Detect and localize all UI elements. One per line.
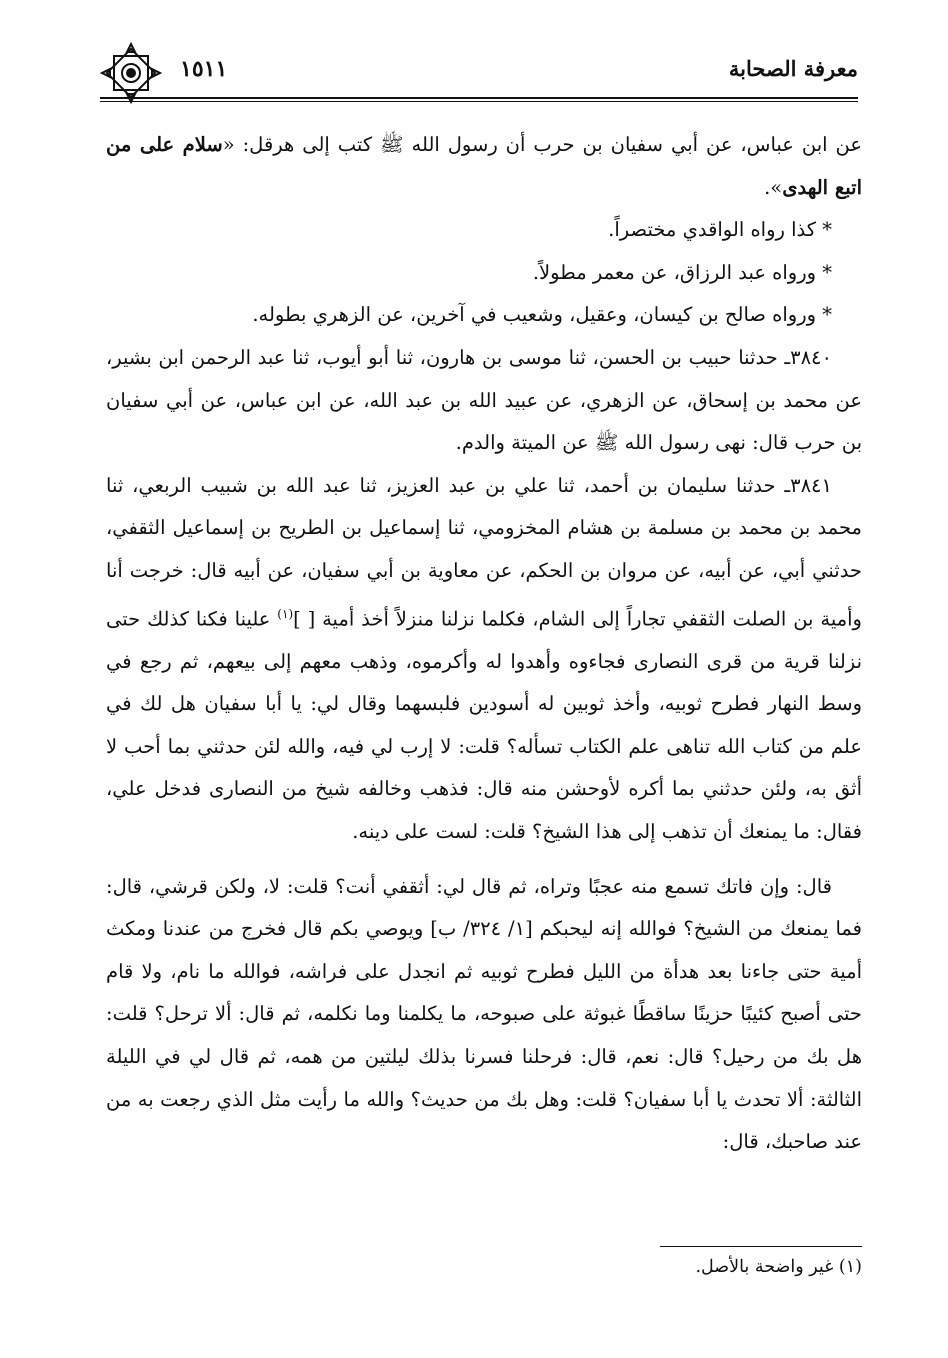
page-header	[100, 50, 858, 96]
running-title: معرفة الصحابة	[728, 56, 858, 81]
paragraph: قال: وإن فاتك تسمع منه عجبًا وتراه، ثم قال لي: أثقفي أنت؟ قلت: لا، ولكن قرشي، قال: فما يمنعك من الشيخ؟ فوالله إنه ليحبكم [١/ ٣٢٤/ ب] ويوصي بكم قال فخرج من عندنا ومكث أمية حتى جاءنا بعد هدأة من الليل فطرح ثوبيه ثم انجدل على فراشه، فوالله ما نام، ولا قام حتى أصبح كئيبًا حزينًا ساقطًا غبوثة على صبوحه، ما يكلمنا وما نكلمه، ثم قال: ألا ترحل؟ قلت: هل بك من رحيل؟ قال: نعم، قال: فرحلنا فسرنا بذلك ليلتين من همه، ثم قال لي في الليلة الثالثة: ألا تحدث يا أبا سفيان؟ قلت: وهل بك من حديث؟ والله ما رأيت مثل الذي رجعت به من عند صاحبك، قال:	[106, 874, 862, 1154]
paragraph: * ورواه صالح بن كيسان، وعقيل، وشعيب في آخرين، عن الزهري بطوله.	[252, 303, 832, 327]
paragraph: * ورواه عبد الرزاق، عن معمر مطولاً.	[532, 260, 832, 284]
main-text	[106, 124, 862, 1164]
ornament-icon	[100, 42, 162, 104]
paragraph: * كذا رواه الواقدي مختصراً.	[608, 218, 832, 242]
page-number: ١٥١١	[180, 56, 228, 82]
footnote: (١) غير واضحة بالأصل.	[695, 1257, 862, 1277]
header-rule	[100, 97, 858, 99]
footnote-rule	[660, 1246, 862, 1247]
header-rule-thin	[100, 101, 858, 102]
footnote-ref: (١)	[277, 606, 294, 621]
hadith-3841: ٣٨٤١ـ حدثنا سليمان بن أحمد، ثنا علي بن عبد العزيز، ثنا عبد الله بن شبيب الربعي، ثنا محمد بن محمد بن مسلمة بن هشام المخزومي، ثنا إسماعيل بن الطريح بن إسماعيل الثقفي، حدثني أبي، عن أبيه، عن مروان بن الحكم، عن معاوية بن أبي سفيان، عن أبيه قال: خرجت أنا وأمية بن الصلت الثقفي تجاراً إلى الشام، فكلما نزلنا منزلاً أخذ أمية [ ]$^{(١)}$ علينا فكنا كذلك حتى نزلنا قرية من قرى النصارى فجاءوه وأهدوا له وأكرموه، وذهب معهم إلى بيعهم، ثم رجع في وسط النهار فطرح ثوبيه، وأخذ ثوبين له أسودين فلبسهما وقال لي: يا أبا سفيان هل لك في علم من كتاب الله تناهى علم الكتاب تسأله؟ قلت: لا إرب لي فيه، والله لئن حدثني بما أحب لا أثق به، ولئن حدثني بما أكره لأوحشن منه قال: فذهب وخالفه شيخ من النصارى فدخل علي، فقال: ما يمنعك أن تذهب إلى هذا الشيخ؟ قلت: لست على دينه.	[106, 473, 862, 843]
hadith-3840: ٣٨٤٠ـ حدثنا حبيب بن الحسن، ثنا موسى بن هارون، ثنا أبو أيوب، ثنا عبد الرحمن ابن بشير، عن محمد بن إسحاق، عن الزهري، عن عبيد الله بن عبد الله، عن ابن عباس، عن أبي سفيان بن حرب قال: نهى رسول الله ﷺ عن الميتة والدم.	[106, 345, 862, 455]
paragraph: عن ابن عباس، عن أبي سفيان بن حرب أن رسول الله ﷺ كتب إلى هرقل: «سلام على من اتبع الهدى».	[106, 133, 862, 199]
